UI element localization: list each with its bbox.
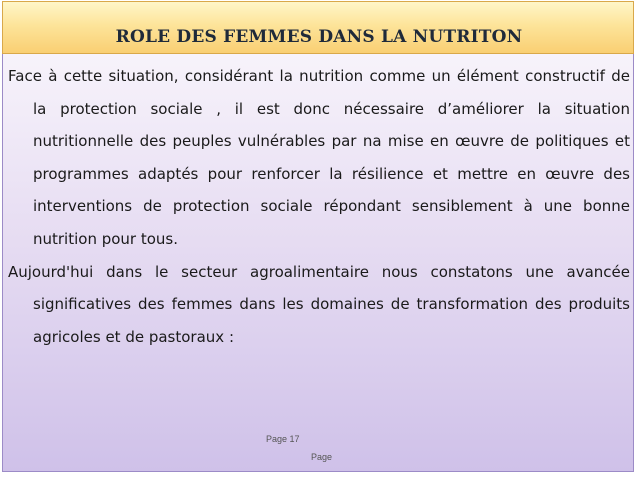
paragraph-nutrition-protection: Face à cette situation, considérant la nutrition comme un élément constructif de la protection sociale , il est donc nécessaire d’améliorer la situation nutritionnelle des peuples vulnérables par na mise en œuvre de politiques et programmes adaptés pour renforcer la résilience et mettre en œuvre des interventions de protection sociale répondant sensiblement à une bonne nutrition pour tous. [8, 67, 630, 248]
body-text [8, 60, 630, 353]
page-label: Page [311, 452, 333, 462]
slide-title: ROLE DES FEMMES DANS LA NUTRITON [115, 27, 523, 47]
page-number: Page 17 [266, 434, 300, 444]
content-box [2, 54, 634, 472]
title-bar [2, 1, 634, 54]
paragraph-agrifood-women: Aujourd'hui dans le secteur agroalimentaire nous constatons une avancée significatives des femmes dans les domaines de transformation des produits agricoles et de pastoraux : [8, 262, 630, 346]
